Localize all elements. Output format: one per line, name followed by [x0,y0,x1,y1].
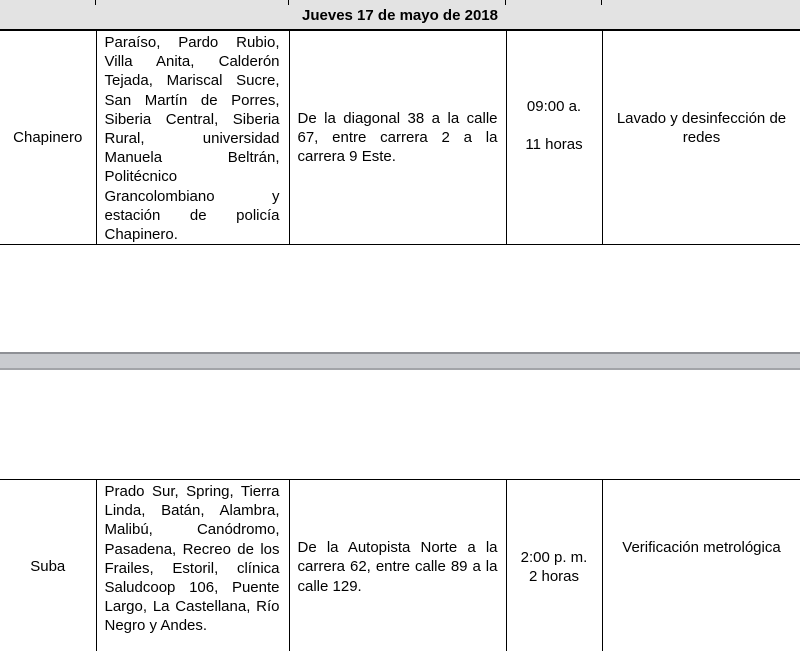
neighborhoods-cell: Paraíso, Pardo Rubio, Villa Anita, Calderón Tejada, Mariscal Sucre, San Martín de Porres, Siberia Central, Siberia Rural, universidad Manuela Beltrán, Politécnico Grancolombiano y estación de policía Chapinero. [96,31,289,245]
schedule-table-suba [0,479,800,651]
locality-cell: Suba [0,480,96,651]
work-cell: Verificación metrológica [602,480,800,651]
duration: 2 horas [528,568,580,585]
column-divider [601,0,602,5]
schedule-cell [506,480,602,651]
table-row [0,31,800,245]
date-header-row [0,0,800,30]
column-divider [95,0,96,5]
column-divider [288,0,289,5]
start-time: 2:00 p. m. [520,548,588,566]
spacer [507,116,602,135]
schedule-table-chapinero [0,30,800,245]
date-header: Jueves 17 de mayo de 2018 [302,7,498,24]
duration: 11 horas [525,136,583,154]
sector-cell: De la Autopista Norte a la carrera 62, entre calle 89 a la calle 129. [289,480,506,651]
neighborhoods-cell: Prado Sur, Spring, Tierra Linda, Batán, Alambra, Malibú, Canódromo, Pasadena, Recreo de los Frailes, Estoril, clínica Saludcoop 106, Puente Largo, La Castellana, Río Negro y Andes. [96,480,289,651]
start-time: 09:00 a. [526,98,582,115]
sector-cell: De la diagonal 38 a la calle 67, entre carrera 2 a la carrera 9 Este. [289,31,506,245]
column-divider [505,0,506,5]
table-row [0,480,800,651]
schedule-cell [506,31,602,245]
page-divider [0,352,800,370]
locality-cell: Chapinero [0,31,96,245]
work-cell: Lavado y desinfección de redes [602,31,800,245]
